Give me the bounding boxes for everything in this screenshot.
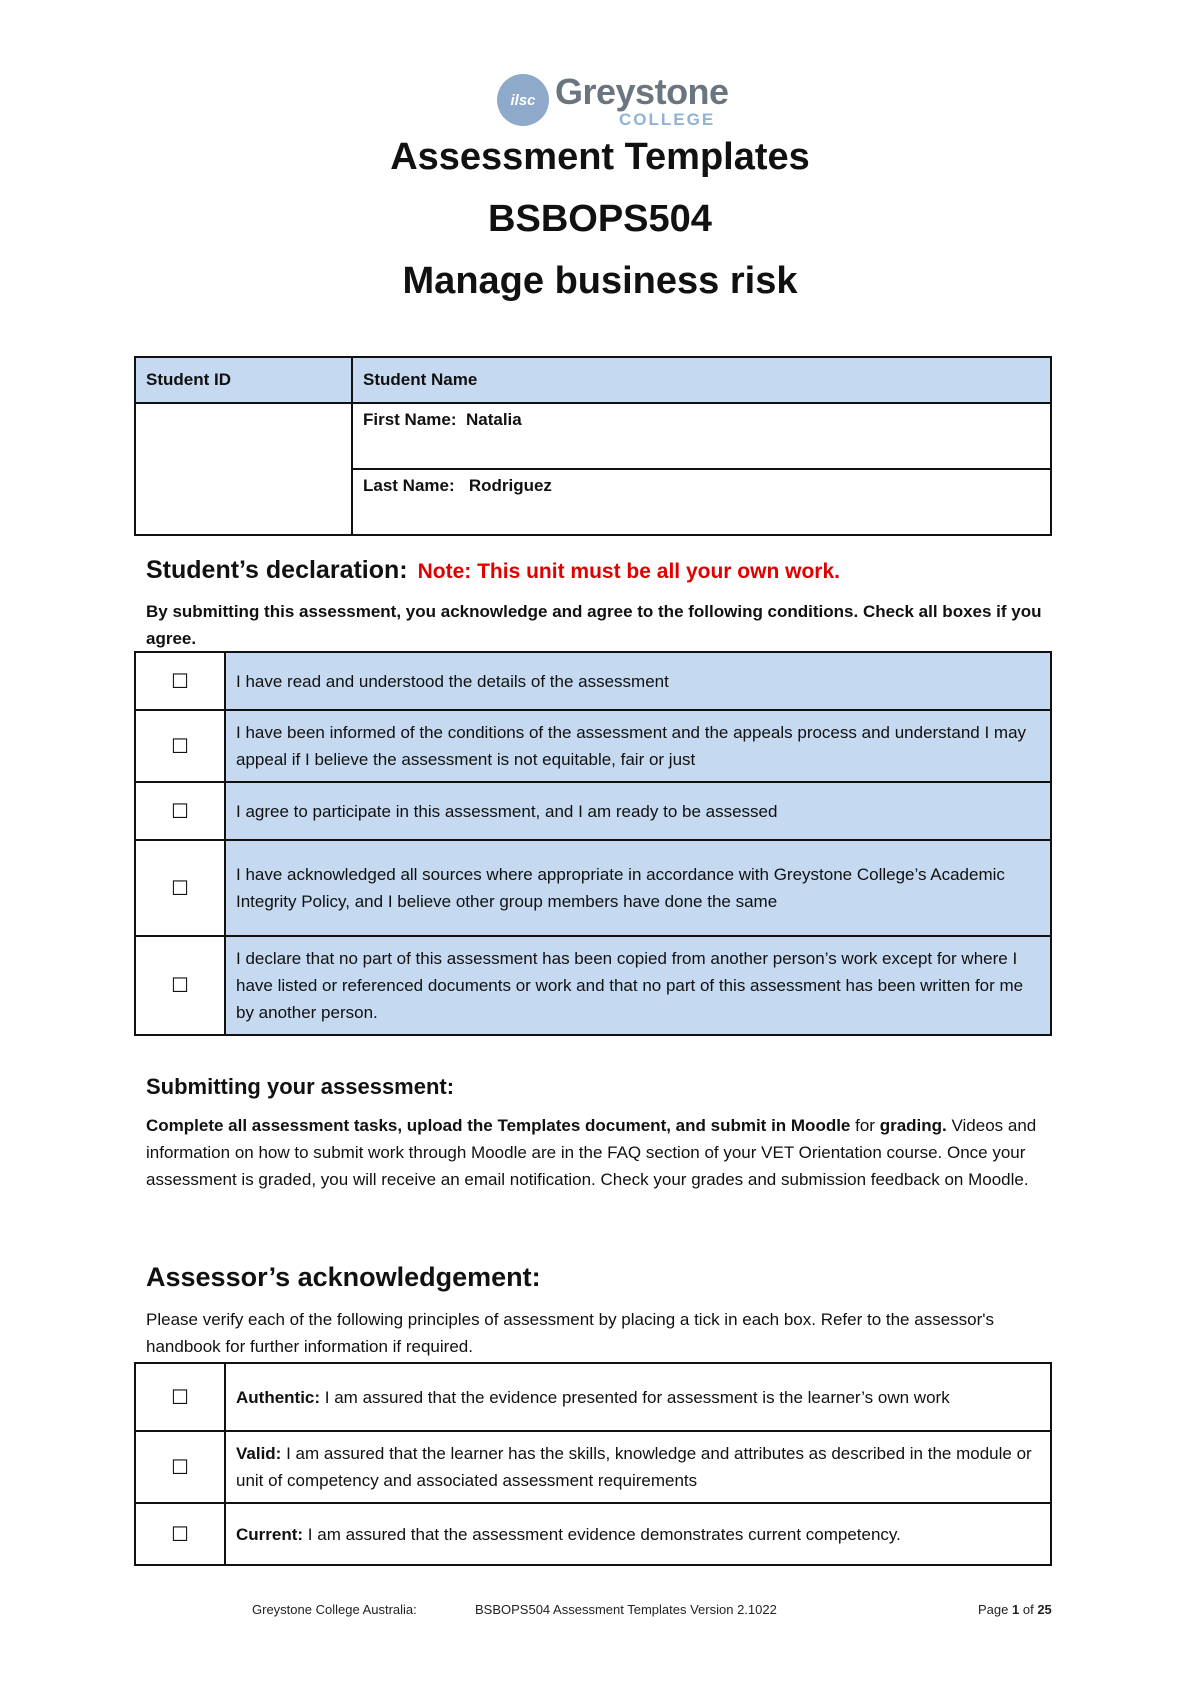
logo-name: Greystone <box>555 71 729 112</box>
assessor-intro: Please verify each of the following principles of assessment by placing a tick in each box. Refer to the assessor's handbook for further information if required. <box>146 1310 995 1356</box>
unit-name: Manage business risk <box>402 260 798 302</box>
footer-page-number <box>978 1602 1052 1617</box>
last-name-value: Rodriguez <box>468 476 552 495</box>
assessor-row <box>135 1363 1051 1431</box>
assessor-row <box>135 1503 1051 1565</box>
submitting-rest: Videos and information on how to submit work through Moodle are in the FAQ section of your VET Orientation course. Once your assessment is graded, you will receive an email notification. Check your grades and submission feedback on Moodle. <box>146 1116 1037 1189</box>
declaration-text: I declare that no part of this assessment has been copied from another person’s work except for where I have listed or referenced documents or work and that no part of this assessment has been written for me by another person. <box>225 936 1051 1035</box>
assessor-heading: Assessor’s acknowledgement: <box>146 1262 541 1292</box>
footer-document: BSBOPS504 Assessment Templates Version 2.1022 <box>475 1602 777 1617</box>
assessor-text <box>225 1363 1051 1431</box>
document-title: Assessment Templates <box>390 136 810 178</box>
footer-page-total: 25 <box>1037 1602 1052 1617</box>
first-name-field[interactable] <box>352 403 1051 469</box>
assessor-label: Valid: <box>236 1444 282 1463</box>
assessor-label: Current: <box>236 1524 304 1544</box>
submitting-heading: Submitting your assessment: <box>146 1074 455 1099</box>
declaration-text: I agree to participate in this assessment, and I am ready to be assessed <box>225 782 1051 840</box>
submitting-bold-tail: grading. <box>879 1116 947 1135</box>
student-id-header: Student ID <box>135 357 352 403</box>
assessor-desc: I am assured that the learner has the skills, knowledge and attributes as described in the module or unit of competency and associated assessment requirements <box>236 1444 1032 1490</box>
declaration-note: Note: This unit must be all your own work. <box>417 560 840 583</box>
declaration-text: I have read and understood the details of the assessment <box>225 652 1051 710</box>
declaration-checkbox[interactable]: ☐ <box>135 936 225 1035</box>
footer-page-word: Page <box>978 1602 1009 1617</box>
assessor-checkbox[interactable]: ☐ <box>135 1431 225 1503</box>
assessor-checklist <box>134 1362 1052 1566</box>
submitting-mid: for <box>855 1116 875 1135</box>
last-name-label: Last Name: <box>363 476 455 495</box>
ilsc-badge: ilsc <box>497 74 549 126</box>
student-id-field[interactable] <box>135 403 352 535</box>
student-name-header: Student Name <box>352 357 1051 403</box>
last-name-field[interactable] <box>352 469 1051 535</box>
declaration-row <box>135 840 1051 936</box>
declaration-text: I have acknowledged all sources where appropriate in accordance with Greystone College’s Academic Integrity Policy, and I believe other group members have done the same <box>225 840 1051 936</box>
declaration-row <box>135 782 1051 840</box>
footer-of-word: of <box>1022 1602 1034 1617</box>
first-name-label: First Name: <box>363 410 457 429</box>
declaration-row <box>135 652 1051 710</box>
declaration-row <box>135 710 1051 782</box>
declaration-text: I have been informed of the conditions of the assessment and the appeals process and understand I may appeal if I believe the assessment is not equitable, fair or just <box>225 710 1051 782</box>
footer-page-num: 1 <box>1012 1602 1020 1617</box>
assessor-desc: I am assured that the evidence presented for assessment is the learner’s own work <box>324 1387 950 1407</box>
first-name-value: Natalia <box>465 410 522 429</box>
declaration-checkbox[interactable]: ☐ <box>135 840 225 936</box>
footer-institution: Greystone College Australia: <box>252 1602 417 1617</box>
assessor-text <box>225 1431 1051 1503</box>
declaration-checkbox[interactable]: ☐ <box>135 782 225 840</box>
logo-subtitle: COLLEGE <box>619 110 716 129</box>
assessor-label: Authentic: <box>236 1387 321 1407</box>
assessor-checkbox[interactable]: ☐ <box>135 1503 225 1565</box>
declaration-intro: By submitting this assessment, you acknowledge and agree to the following conditions. Check all boxes if you agree. <box>146 602 1042 648</box>
declaration-row <box>135 936 1051 1035</box>
declaration-checkbox[interactable]: ☐ <box>135 710 225 782</box>
submitting-bold-lead: Complete all assessment tasks, upload the Templates document, and submit in Moodle <box>146 1116 851 1135</box>
assessor-row <box>135 1431 1051 1503</box>
declaration-heading <box>146 556 840 585</box>
college-logo <box>497 71 729 132</box>
declaration-checkbox[interactable]: ☐ <box>135 652 225 710</box>
student-details-table <box>134 356 1052 536</box>
unit-code: BSBOPS504 <box>488 198 712 240</box>
assessor-checkbox[interactable]: ☐ <box>135 1363 225 1431</box>
assessor-text <box>225 1503 1051 1565</box>
assessor-desc: I am assured that the assessment evidence demonstrates current competency. <box>307 1524 901 1544</box>
submitting-text <box>146 1112 1066 1193</box>
declaration-title: Student’s declaration: <box>146 556 408 584</box>
declaration-checklist <box>134 651 1052 1036</box>
